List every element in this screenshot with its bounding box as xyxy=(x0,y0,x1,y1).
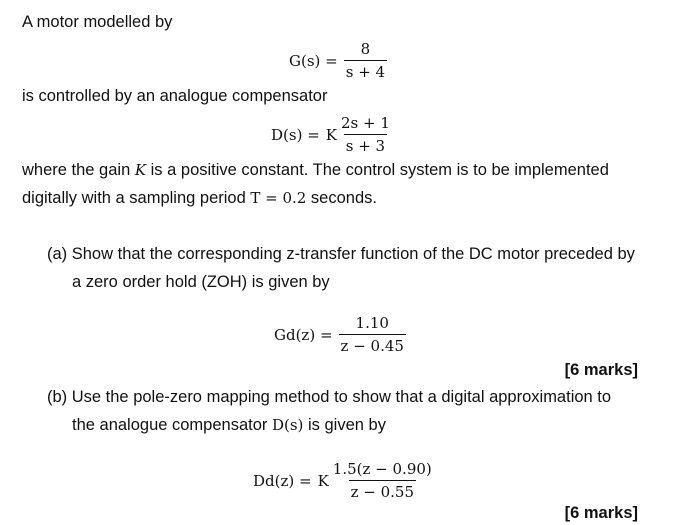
intro-line-3-k: K xyxy=(134,161,147,179)
part-b-line-2-start: the analogue compensator xyxy=(72,416,272,434)
part-a-line-2: a zero order hold (ZOH) is given by xyxy=(72,273,330,291)
equation-gd-lhs: Gd(z) = xyxy=(274,325,333,344)
intro-line-3-end: is a positive constant. The control system is to be implemented xyxy=(146,161,609,179)
intro-line-3 xyxy=(22,160,609,180)
intro-line-3-start: where the gain xyxy=(22,161,135,179)
equation-dd-denominator: z − 0.55 xyxy=(349,480,416,501)
equation-d-numerator: 2s + 1 xyxy=(340,114,390,132)
equation-dd-gain: K xyxy=(317,471,329,490)
equation-gd xyxy=(274,314,406,355)
equation-d-gain: K xyxy=(325,125,337,144)
equation-gd-numerator: 1.10 xyxy=(355,314,389,332)
equation-d-denominator: s + 3 xyxy=(344,134,387,155)
intro-line-4 xyxy=(22,188,377,208)
intro-line-1: A motor modelled by xyxy=(22,13,173,31)
part-b-line-2-ds: D(s) xyxy=(271,416,304,434)
intro-line-4-start: digitally with a sampling period xyxy=(22,189,251,207)
equation-dd-fraction xyxy=(331,460,434,501)
equation-dd-numerator: 1.5(z − 0.90) xyxy=(332,460,432,478)
part-a-line-1: (a) Show that the corresponding z-transfer function of the DC motor preceded by xyxy=(47,245,635,263)
equation-g-fraction xyxy=(344,40,387,81)
part-b-marks: [6 marks] xyxy=(564,504,638,522)
part-b-line-1: (b) Use the pole-zero mapping method to show that a digital approximation to xyxy=(47,388,612,406)
equation-g-denominator: s + 4 xyxy=(344,60,387,81)
equation-gd-fraction xyxy=(339,314,406,355)
equation-d-lhs: D(s) = xyxy=(271,125,320,144)
equation-g xyxy=(289,40,387,81)
intro-line-4-t: T = 0.2 xyxy=(250,189,307,207)
part-b-line-2 xyxy=(72,415,386,435)
equation-dd xyxy=(253,460,434,501)
equation-d xyxy=(271,114,392,155)
part-b-line-2-end: is given by xyxy=(303,416,386,434)
intro-line-4-end: seconds. xyxy=(306,189,377,207)
part-a-marks: [6 marks] xyxy=(564,361,638,379)
equation-d-fraction xyxy=(339,114,392,155)
equation-dd-lhs: Dd(z) = xyxy=(253,471,312,490)
equation-g-lhs: G(s) = xyxy=(289,51,338,70)
equation-g-numerator: 8 xyxy=(360,40,371,58)
equation-gd-denominator: z − 0.45 xyxy=(339,334,406,355)
intro-line-2: is controlled by an analogue compensator xyxy=(22,87,328,105)
